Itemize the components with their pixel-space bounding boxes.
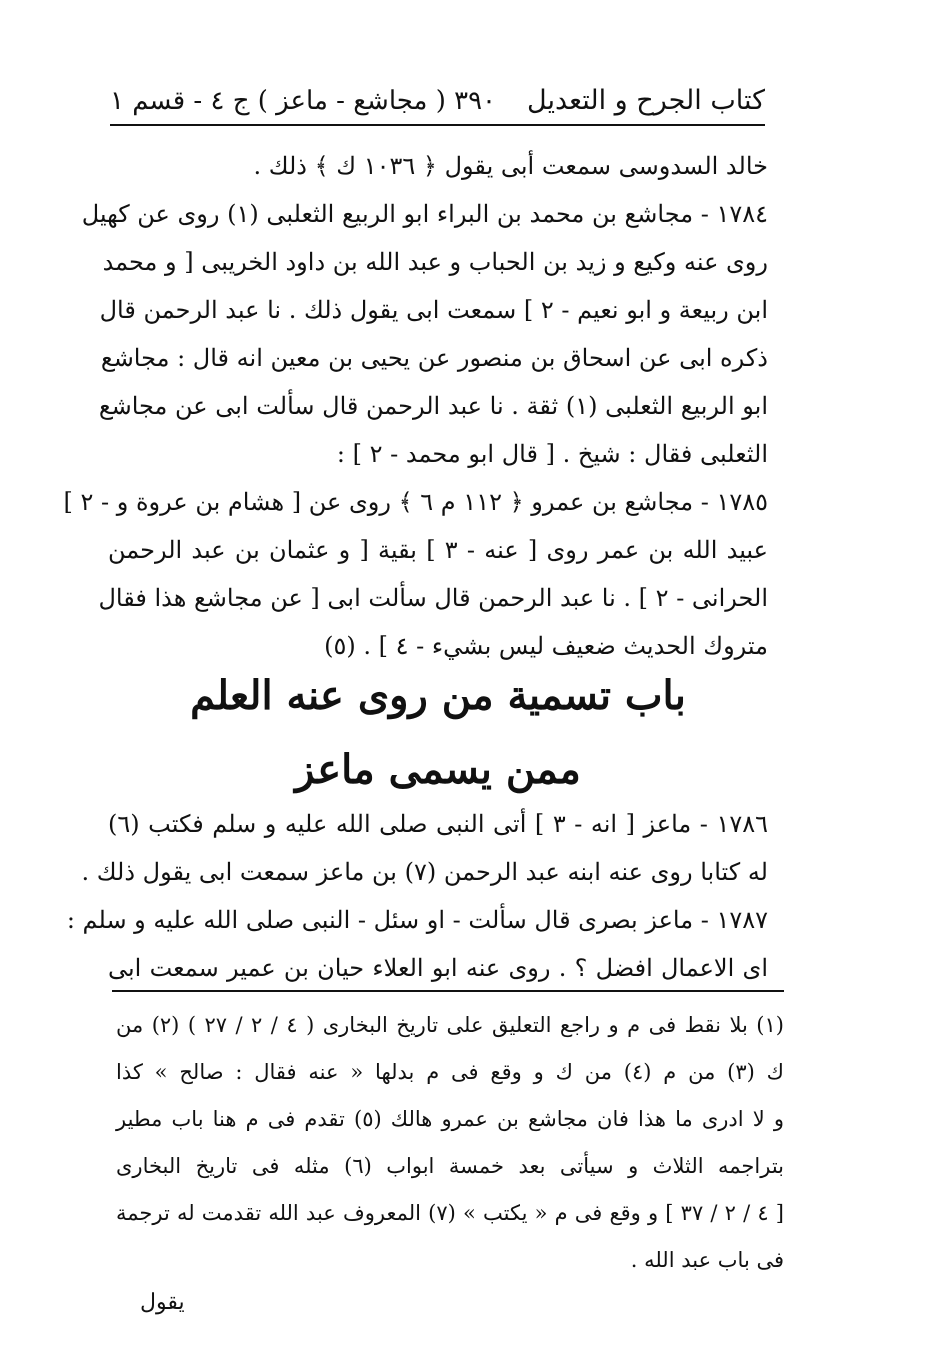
main-text-block-2 — [66, 800, 768, 992]
entry-1784-line: ١٧٨٤ - مجاشع بن محمد بن البراء ابو الربيع الثعلبى (١) روى عن كهيل — [81, 200, 768, 228]
text-line: عبيد الله بن عمر روى [ عنه - ٣ ] بقية [ و عثمان بن عبد الرحمن — [108, 536, 768, 564]
footnote-line: (١) بلا نقط فى م و راجع التعليق على تاريخ البخارى ( ٤ / ٢ / ٢٧ ) (٢) من — [116, 1013, 784, 1037]
text-line: متروك الحديث ضعيف ليس بشيء - ٤ ] . (٥) — [324, 632, 768, 660]
catchword: يقول — [140, 1290, 185, 1315]
text-line: ذكره ابى عن اسحاق بن منصور عن يحيى بن معين انه قال : مجاشع — [100, 344, 768, 372]
text-line: ابو الربيع الثعلبى (١) ثقة . نا عبد الرحمن قال سألت ابى عن مجاشع — [98, 392, 768, 420]
entry-1787-line: ١٧٨٧ - ماعز بصرى قال سألت - او سئل - النبى صلى الله عليه و سلم : — [66, 906, 768, 934]
footnote-line: و لا ادرى ما هذا فان مجاشع بن عمرو هالك (٥) تقدم فى م هنا باب مطير — [116, 1107, 784, 1131]
page-info: ٣٩٠ ( مجاشع - ماعز ) ج ٤ - قسم ١ — [110, 86, 497, 116]
text-line: الثعلبى فقال : شيخ . [ قال ابو محمد - ٢ ] : — [336, 440, 768, 468]
entry-1786-line: ١٧٨٦ - ماعز [ انه - ٣ ] أتى النبى صلى الله عليه و سلم فكتب (٦) — [108, 810, 768, 838]
text-line: له كتابا روى عنه ابنه عبد الرحمن (٧) بن ماعز سمعت ابى يقول ذلك . — [81, 858, 768, 886]
section-title-line-2: ممن يسمى ماعز — [295, 746, 581, 793]
text-line: اى الاعمال افضل ؟ . روى عنه ابو العلاء حيان بن عمير سمعت ابى — [108, 954, 768, 982]
footnote-line: فى باب عبد الله . — [630, 1248, 784, 1272]
footnote-line: [ ٤ / ٢ / ٣٧ ] و وقع فى م « يكتب » (٧) المعروف عبد الله تقدمت له ترجمة — [116, 1201, 784, 1225]
main-text-block — [63, 142, 768, 670]
text-line: روى عنه وكيع و زيد بن الحباب و عبد الله بن داود الخريبى [ و محمد — [102, 248, 768, 276]
footnote-divider — [112, 990, 784, 992]
text-line: ابن ربيعة و ابو نعيم - ٢ ] سمعت ابى يقول ذلك . نا عبد الرحمن قال — [99, 296, 768, 324]
running-header — [110, 78, 765, 126]
text-line: خالد السدوسى سمعت أبى يقول ﴿ ١٠٣٦ ك ﴾ ذلك . — [253, 152, 768, 180]
book-title: كتاب الجرح و التعديل — [527, 85, 765, 116]
footnote-line: بتراجمه الثلاث و سيأتى بعد خمسة ابواب (٦) مثله فى تاريخ البخارى — [116, 1154, 785, 1178]
text-line: الحرانى - ٢ ] . نا عبد الرحمن قال سألت ابى [ عن مجاشع هذا فقال — [98, 584, 768, 612]
footnotes-block — [116, 1002, 784, 1284]
section-title-line-1: باب تسمية من روى عنه العلم — [190, 672, 686, 719]
footnote-line: ك (٣) من م (٤) من ك و وقع فى م بدلها « عنه فقال : صالح » كذا — [116, 1060, 784, 1084]
entry-1785-line: ١٧٨٥ - مجاشع بن عمرو ﴿ ١١٢ م ٦ ﴾ روى عن [ هشام بن عروة و - ٢ ] — [63, 488, 768, 516]
